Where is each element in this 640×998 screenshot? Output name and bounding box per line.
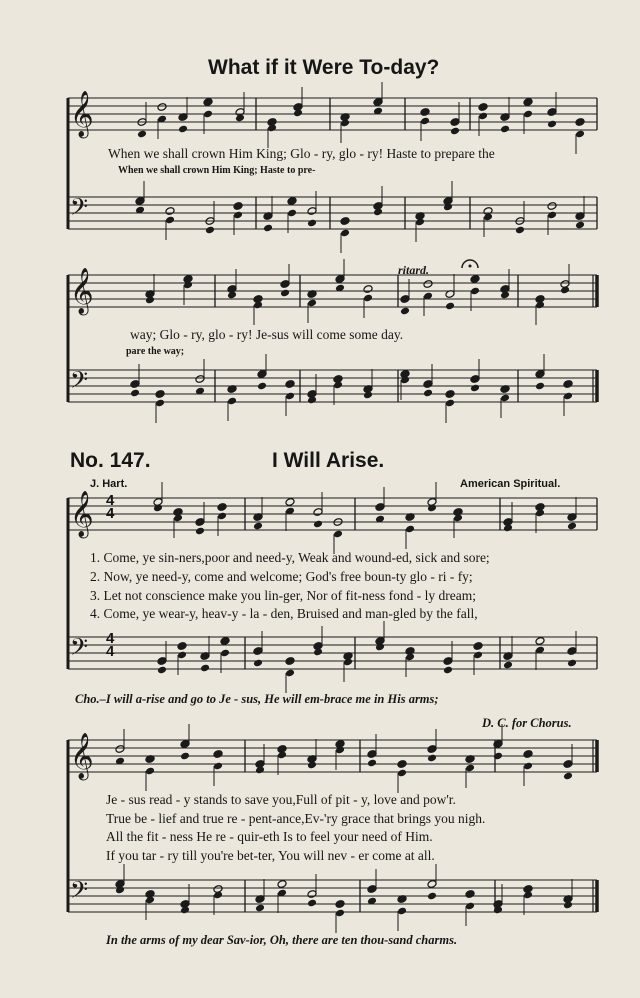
note-head [535,382,545,391]
note-head [575,118,585,127]
note-head [397,760,407,769]
verse-line: True be - lief and true re - pent-ance,Ev-'ry grace that brings you nigh. [106,811,486,826]
note-head [313,520,323,529]
bass-clef: 𝄢 [70,366,89,399]
treble-clef: 𝄞 [70,91,94,137]
note-head [165,207,175,216]
note-head [470,275,480,284]
verse-line: 3. Let not conscience make you lin-ger, Nor of fit-ness fond - ly dream; [90,588,476,603]
verse-line: 2. Now, ye need-y, come and welcome; God's free boun-ty glo - ri - fy; [90,569,473,584]
note-head [567,659,577,668]
note-head [130,389,140,398]
tempo-marking: ritard. [398,263,430,277]
note-head [157,666,167,675]
note-head [523,98,533,107]
treble-clef: 𝄞 [70,491,94,537]
note-head [205,226,215,235]
note-head [547,120,557,129]
note-head [445,302,455,311]
note-head [255,904,265,913]
hymn-number: No. 147. [70,449,151,472]
note-head [500,125,510,134]
time-signature: 4 4 [106,630,115,660]
author-credit: J. Hart. [90,478,128,490]
note-head [363,285,373,294]
note-head [233,202,243,211]
note-head [575,221,585,230]
note-head [427,892,437,901]
note-head [470,384,480,393]
treble-clef: 𝄞 [70,268,94,314]
note-head [253,522,263,531]
note-head [423,280,433,289]
note-head [285,498,295,507]
note-head [137,130,147,139]
note-head [257,382,267,391]
note-head [220,637,230,646]
note-head [195,527,205,536]
verse-line: 4. Come, ye wear-y, heav-y - la - den, Bruised and man-gled by the fall, [90,606,478,621]
verse-line: 1. Come, ye sin-ners,poor and need-y, Weak and wound-ed, sick and sore; [90,550,490,565]
repeat-direction: D. C. for Chorus. [482,716,572,730]
note-head [563,772,573,781]
hymn-title: What if it Were To-day? [208,56,440,79]
note-head [178,125,188,134]
time-signature: 4 4 [106,492,115,522]
note-head [340,217,350,226]
fermata-icon [469,265,472,268]
note-head [263,224,273,233]
chorus-line: In the arms of my dear Sav-ior, Oh, there are ten thou-sand charms. [106,933,458,947]
note-head [443,666,453,675]
bass-lyric-line: When we shall crown Him King; Haste to pre- [118,165,316,176]
lyric-line: When we shall crown Him King; Glo - ry, glo - ry! Haste to prepare the [108,146,495,161]
bass-clef: 𝄢 [70,633,89,666]
note-head [217,503,227,512]
note-head [465,890,475,899]
lyric-line: way; Glo - ry, glo - ry! Je-sus will come some day. [130,327,404,342]
note-head [450,127,460,136]
note-head [157,103,167,112]
bass-clef: 𝄢 [70,193,89,226]
note-head [400,307,410,316]
bass-lyric-line: pare the way; [126,346,185,357]
note-head [420,108,430,117]
note-head [445,390,455,399]
note-head [277,880,287,889]
treble-clef: 𝄞 [70,733,94,779]
note-head [280,289,290,298]
note-head [427,754,437,763]
note-head [563,380,573,389]
note-head [287,197,297,206]
note-head [547,202,557,211]
verse-line: Je - sus read - y stands to save you,Full of pit - y, love and pow'r. [106,792,456,807]
note-head [285,380,295,389]
hymn-title: I Will Arise. [272,449,385,472]
note-head [155,390,165,399]
note-head [285,657,295,666]
note-head [203,98,213,107]
note-head [213,750,223,759]
note-head [567,522,577,531]
note-head [253,659,263,668]
note-head [307,219,317,228]
note-head [423,389,433,398]
verse-line: All the fit - ness He re - quir-eth Is to feel your need of Him. [106,829,433,844]
note-head [478,103,488,112]
note-head [200,664,210,673]
note-head [523,750,533,759]
note-head [515,226,525,235]
tune-source: American Spiritual. [460,478,561,490]
note-head [367,759,377,768]
note-head [473,642,483,651]
note-head [503,661,513,670]
note-head [180,752,190,761]
chorus-line: Cho.–I will a-rise and go to Je - sus, He will em-brace me in His arms; [75,692,439,706]
note-head [307,899,317,908]
note-head [177,642,187,651]
note-head [335,900,345,909]
note-head [535,637,545,646]
verse-line: If you tar - ry till you're bet-ter, You will nev - er come at all. [106,848,435,863]
bass-clef: 𝄢 [70,876,89,909]
